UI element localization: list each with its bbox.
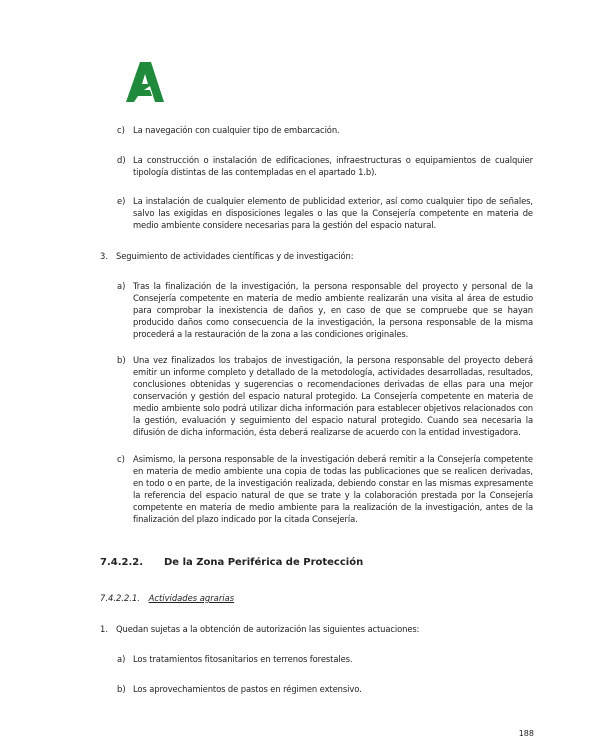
- junta-andalucia-logo: [120, 60, 178, 106]
- list-item-e-label: e): [117, 196, 126, 206]
- list-item-c-text: La navegación con cualquier tipo de embarcación.: [133, 125, 340, 135]
- sub-item-a-text: Los tratamientos fitosanitarios en terrenos forestales.: [133, 654, 353, 664]
- subsection-heading: [100, 593, 234, 603]
- section-heading-number: 7.4.2.2.: [100, 557, 144, 568]
- section-1-text: Quedan sujetas a la obtención de autorización las siguientes actuaciones:: [116, 624, 420, 634]
- subsection-heading-number: 7.4.2.2.1.: [100, 593, 140, 603]
- sub-item-a-label: a): [117, 654, 126, 664]
- item-c-label: c): [117, 454, 125, 464]
- item-c-text: Asimismo, la persona responsable de la investigación deberá remitir a la Consejería competente en materia de medio ambiente una copia de todas las publicaciones que se realicen derivadas, en todo o en parte, de la investigación realizada, debiendo constar en las mismas expresamente la referencia del espacio natural de que se trate y la colaboración prestada por la Consejería competente en materia de medio ambiente para la realización de la investigación, antes de la finalización del plazo indicado por la citada Consejería.: [133, 454, 533, 524]
- section-heading-title: De la Zona Periférica de Protección: [164, 557, 364, 568]
- list-item-c-label: c): [117, 125, 125, 135]
- list-item-e-text: La instalación de cualquier elemento de publicidad exterior, así como cualquier tipo de señales, salvo las exigidas en disposiciones legales o las que la Consejería competente en materia de medio ambiente considere necesarias para la gestión del espacio natural.: [133, 196, 533, 230]
- item-a-label: a): [117, 281, 126, 291]
- item-b-text: Una vez finalizados los trabajos de investigación, la persona responsable del proyecto deberá emitir un informe completo y detallado de la metodología, actividades desarrolladas, resultados, conclusiones obtenidas y sugerencias o recomendaciones derivadas de ellas para una mejor conservación y gestión del espacio natural protegido. La Consejería competente en materia de medio ambiente solo podrá utilizar dicha información para establecer objetivos relacionados con la gestión, evaluación y seguimiento del espacio natural protegido. Cuando sea necesaria la difusión de dicha información, ésta deberá realizarse de acuerdo con la entidad investigadora.: [133, 355, 533, 437]
- section-1-label: 1.: [100, 624, 108, 634]
- section-3-label: 3.: [100, 251, 108, 261]
- section-3-text: Seguimiento de actividades científicas y de investigación:: [116, 251, 354, 261]
- list-item-d-label: d): [117, 155, 126, 165]
- sub-item-b-label: b): [117, 684, 126, 694]
- list-item-d-text: La construcción o instalación de edificaciones, infraestructuras o equipamientos de cualquier tipología distintas de las contempladas en el apartado 1.b).: [133, 155, 533, 177]
- item-b-label: b): [117, 355, 126, 365]
- subsection-heading-title: Actividades agrarias: [148, 593, 235, 603]
- sub-item-b-text: Los aprovechamientos de pastos en régimen extensivo.: [133, 684, 362, 694]
- page-number: 188: [518, 729, 534, 738]
- item-a-text: Tras la finalización de la investigación, la persona responsable del proyecto y personal de la Consejería competente en materia de medio ambiente realizarán una visita al área de estudio para comprobar la inexistencia de daños y, en caso de que se compruebe que se hayan producido daños como consecuencia de la investigación, la persona responsable de la misma procederá a la restauración de la zona a las condiciones originales.: [133, 281, 533, 339]
